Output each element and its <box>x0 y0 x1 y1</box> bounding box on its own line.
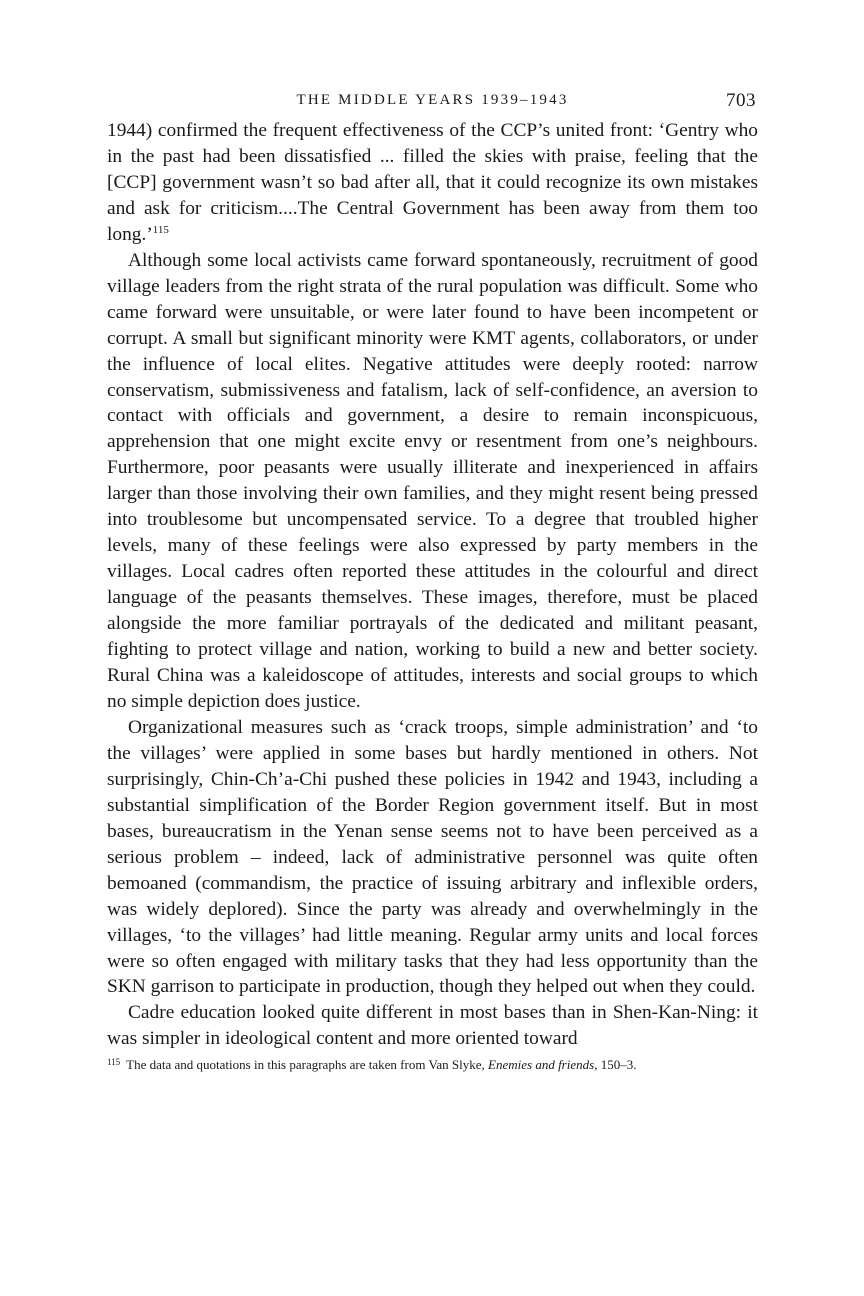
paragraph-text: 1944) confirmed the frequent effectiveness of the CCP’s united front: ‘Gentry who in the past had been dissatisfied ... filled the skies with praise, feeling that the [CCP] government wasn’t so bad after all, that it could recognize its own mistakes and ask for criticism....The Central Government has been away from them too long.’ <box>107 120 758 245</box>
body-text <box>107 118 758 1052</box>
running-head <box>107 88 758 118</box>
running-title: THE MIDDLE YEARS 1939–1943 <box>296 92 569 108</box>
paragraph: Cadre education looked quite different in most bases than in Shen-Kan-Ning: it was simpler in ideological content and more oriented toward <box>107 1002 758 1050</box>
footnote-reference: 115 <box>152 223 169 236</box>
footnote-text: The data and quotations in this paragraphs are taken from Van Slyke, <box>126 1057 485 1073</box>
footnote-pages: , 150–3. <box>594 1057 637 1073</box>
footnote-number: 115 <box>107 1057 121 1068</box>
book-page <box>107 88 758 1073</box>
footnote-cited-title: Enemies and friends <box>488 1057 595 1073</box>
paragraph-continuation <box>107 118 758 248</box>
footnote <box>107 1054 758 1073</box>
paragraph: Although some local activists came forward spontaneously, recruitment of good village leaders from the right strata of the rural population was difficult. Some who came forward were unsuitable, or were later found to have been incompetent or corrupt. A small but significant minority were KMT agents, collaborators, or under the influence of local elites. Negative attitudes were deeply rooted: narrow conservatism, submissiveness and fatalism, lack of self-confidence, an aversion to contact with officials and government, a desire to remain inconspicuous, apprehension that one might excite envy or resentment from one’s neighbours. Furthermore, poor peasants were usually illiterate and inexperienced in affairs larger than those involving their own families, and they might resent being pressed into troublesome but uncompensated service. To a degree that troubled higher levels, many of these feelings were also expressed by party members in the villages. Local cadres often reported these attitudes in the colourful and direct language of the peasants themselves. These images, therefore, must be placed alongside the more familiar portrayals of the dedicated and militant peasant, fighting to protect village and nation, working to build a new and better society. Rural China was a kaleidoscope of attitudes, interests and social groups to which no simple depiction does justice. <box>107 249 758 712</box>
paragraph: Organizational measures such as ‘crack troops, simple administration’ and ‘to the villages’ were applied in some bases but hardly mentioned in others. Not surprisingly, Chin-Ch’a-Chi pushed these policies in 1942 and 1943, including a substantial simplification of the Border Region government itself. But in most bases, bureaucratism in the Yenan sense seems not to have been perceived as a serious problem – indeed, lack of administrative personnel was quite often bemoaned (commandism, the practice of issuing arbitrary and inflexible orders, was widely deplored). Since the party was already and overwhelmingly in the villages, ‘to the villages’ had little meaning. Regular army units and local forces were so often engaged with military tasks that they had less opportunity than the SKN garrison to participate in production, though they helped out when they could. <box>107 716 758 998</box>
page-number: 703 <box>726 90 756 111</box>
